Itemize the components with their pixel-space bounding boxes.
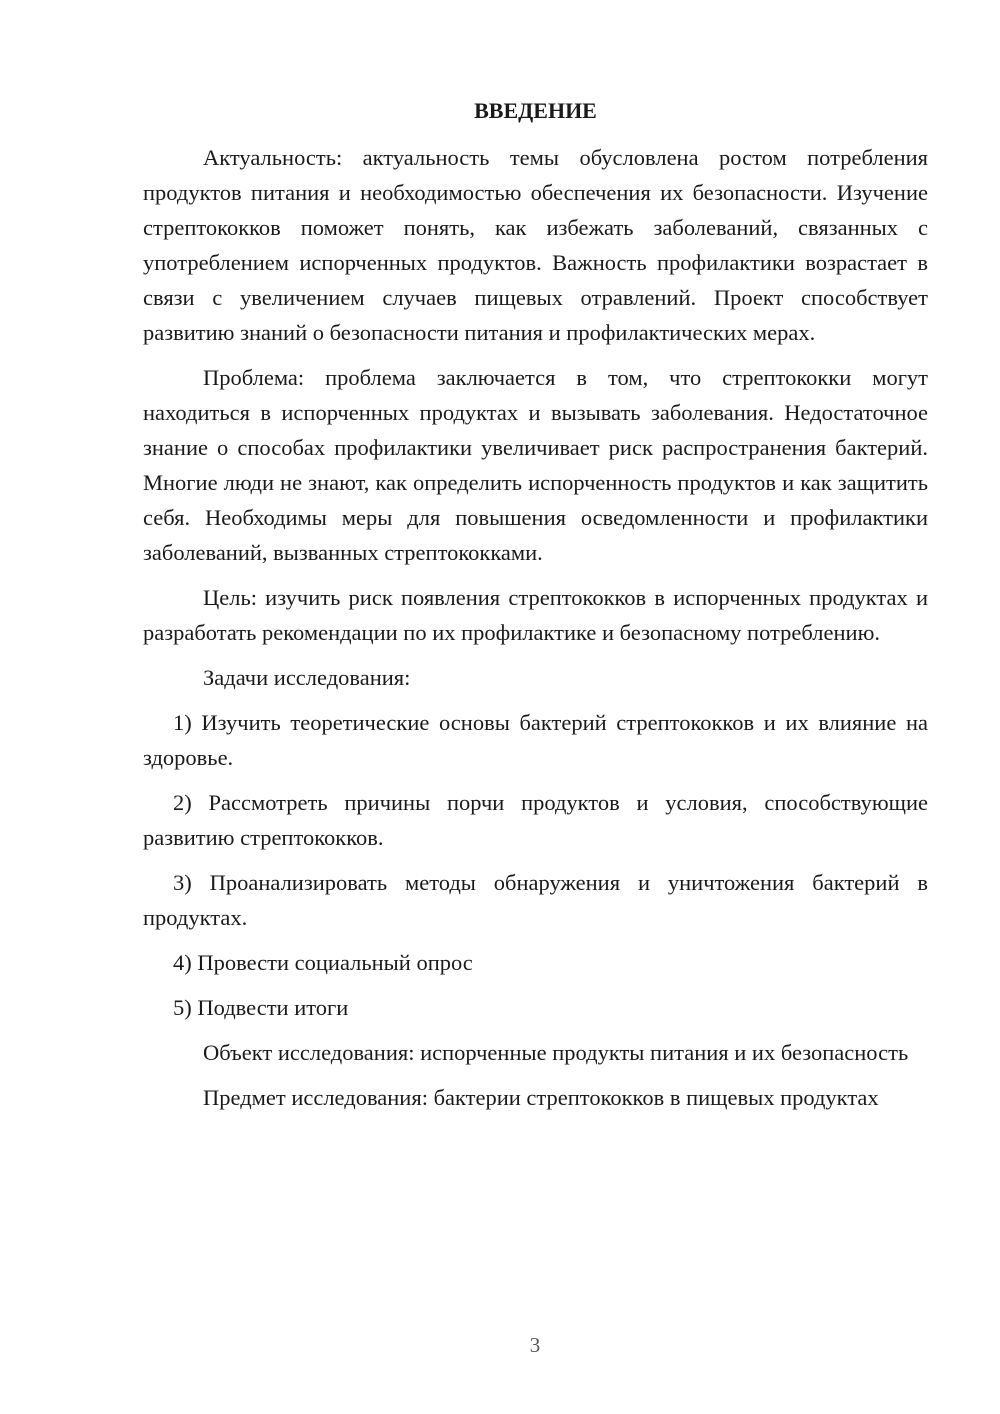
goal-paragraph: Цель: изучить риск появления стрептококков в испорченных продуктах и разработать рекомендации по их профилактике и безопасному потреблению. [143, 585, 928, 645]
subject-paragraph: Предмет исследования: бактерии стрептококков в пищевых продуктах [203, 1085, 879, 1110]
task-item: 5) Подвести итоги [173, 995, 349, 1020]
relevance-paragraph: Актуальность: актуальность темы обусловлена ростом потребления продуктов питания и необходимостью обеспечения их безопасности. Изучение стрептококков поможет понять, как избежать заболеваний, связанных с употреблением испорченных продуктов. Важность профилактики возрастает в связи с увеличением случаев пищевых отравлений. Проект способствует развитию знаний о безопасности питания и профилактических мерах. [143, 145, 928, 345]
tasks-heading: Задачи исследования: [203, 665, 411, 690]
section-title: ВВЕДЕНИЕ [474, 98, 597, 123]
document-page [143, 96, 928, 1125]
object-paragraph: Объект исследования: испорченные продукты питания и их безопасность [203, 1040, 909, 1065]
problem-paragraph: Проблема: проблема заключается в том, что стрептококки могут находиться в испорченных продуктах и вызывать заболевания. Недостаточное знание о способах профилактики увеличивает риск распространения бактерий. Многие люди не знают, как определить испорченность продуктов и как защитить себя. Необходимы меры для повышения осведомленности и профилактики заболеваний, вызванных стрептококками. [143, 365, 928, 565]
task-item: 1) Изучить теоретические основы бактерий стрептококков и их влияние на здоровье. [143, 710, 928, 770]
task-item: 2) Рассмотреть причины порчи продуктов и условия, способствующие развитию стрептококков. [143, 790, 928, 850]
task-item: 4) Провести социальный опрос [173, 950, 473, 975]
page-number: 3 [529, 1333, 541, 1357]
task-item: 3) Проанализировать методы обнаружения и уничтожения бактерий в продуктах. [143, 870, 928, 930]
